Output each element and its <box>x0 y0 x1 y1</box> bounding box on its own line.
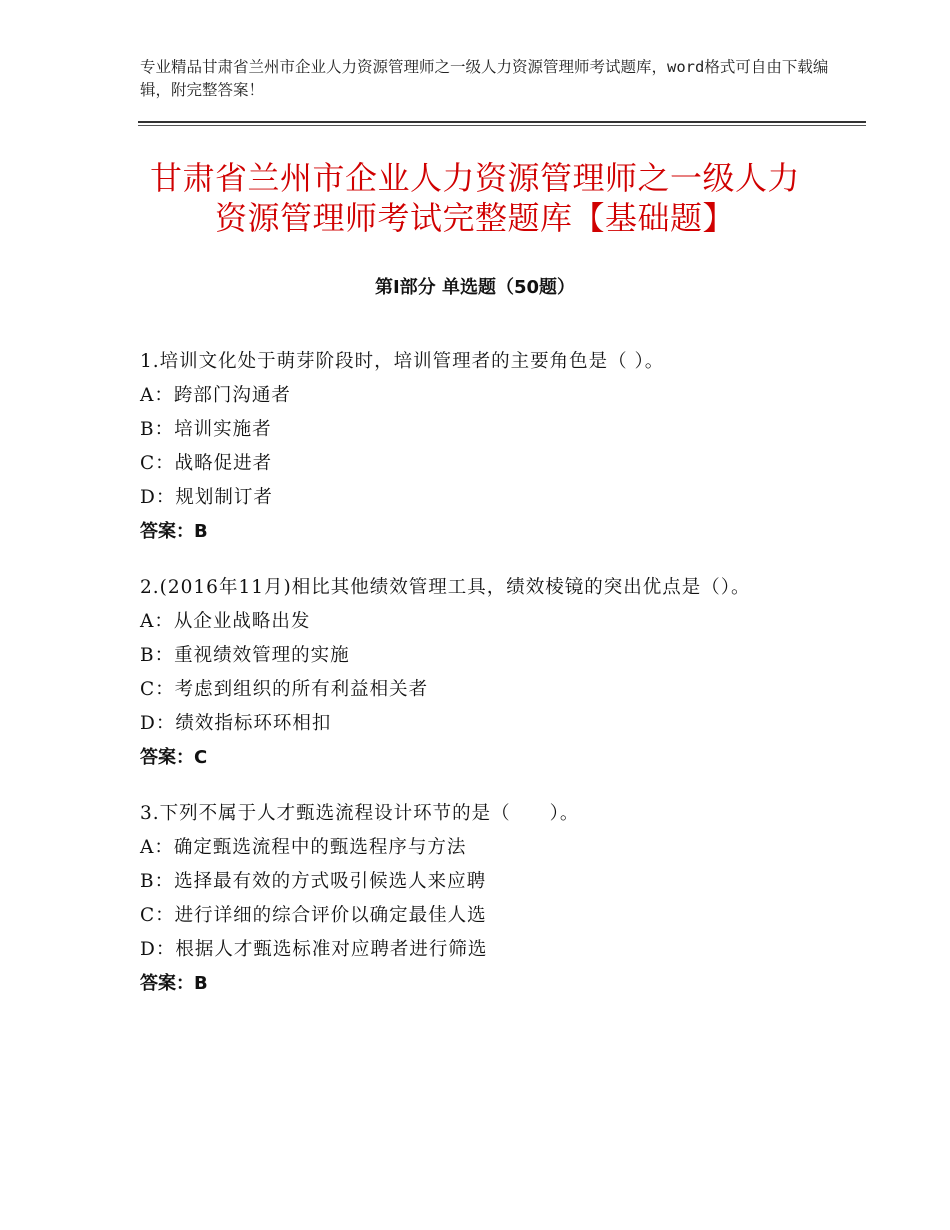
option-a: A：确定甄选流程中的甄选程序与方法 <box>140 837 467 858</box>
option-c: C：战略促进者 <box>140 453 273 474</box>
option-c: C：考虑到组织的所有利益相关者 <box>140 679 429 700</box>
question-1 <box>140 345 820 549</box>
header-divider-thin <box>138 125 866 126</box>
answer: 答案：B <box>140 521 208 542</box>
question-stem: 3.下列不属于人才甄选流程设计环节的是（ ）。 <box>140 803 580 824</box>
question-stem: 2.(2016年11月)相比其他绩效管理工具，绩效棱镜的突出优点是（）。 <box>140 577 751 598</box>
header-divider-thick <box>138 121 866 123</box>
document-title: 甘肃省兰州市企业人力资源管理师之一级人力资源管理师考试完整题库【基础题】 <box>149 159 800 237</box>
question-3 <box>140 797 820 1001</box>
answer: 答案：B <box>140 973 208 994</box>
question-stem: 1.培训文化处于萌芽阶段时，培训管理者的主要角色是（ ）。 <box>140 351 665 372</box>
section-heading: 第Ⅰ部分 单选题（50题） <box>374 277 575 298</box>
option-a: A：从企业战略出发 <box>140 611 311 632</box>
option-d: D：规划制订者 <box>140 487 273 508</box>
option-b: B：培训实施者 <box>140 419 272 440</box>
header-note: 专业精品甘肃省兰州市企业人力资源管理师之一级人力资源管理师考试题库，word格式可自由下载编辑，附完整答案！ <box>140 58 829 99</box>
option-a: A：跨部门沟通者 <box>140 385 291 406</box>
answer: 答案：C <box>140 747 208 768</box>
option-b: B：重视绩效管理的实施 <box>140 645 350 666</box>
option-c: C：进行详细的综合评价以确定最佳人选 <box>140 905 487 926</box>
option-d: D：绩效指标环环相扣 <box>140 713 332 734</box>
question-2 <box>140 571 820 775</box>
option-d: D：根据人才甄选标准对应聘者进行筛选 <box>140 939 488 960</box>
option-b: B：选择最有效的方式吸引候选人来应聘 <box>140 871 487 892</box>
question-list <box>140 345 820 1023</box>
